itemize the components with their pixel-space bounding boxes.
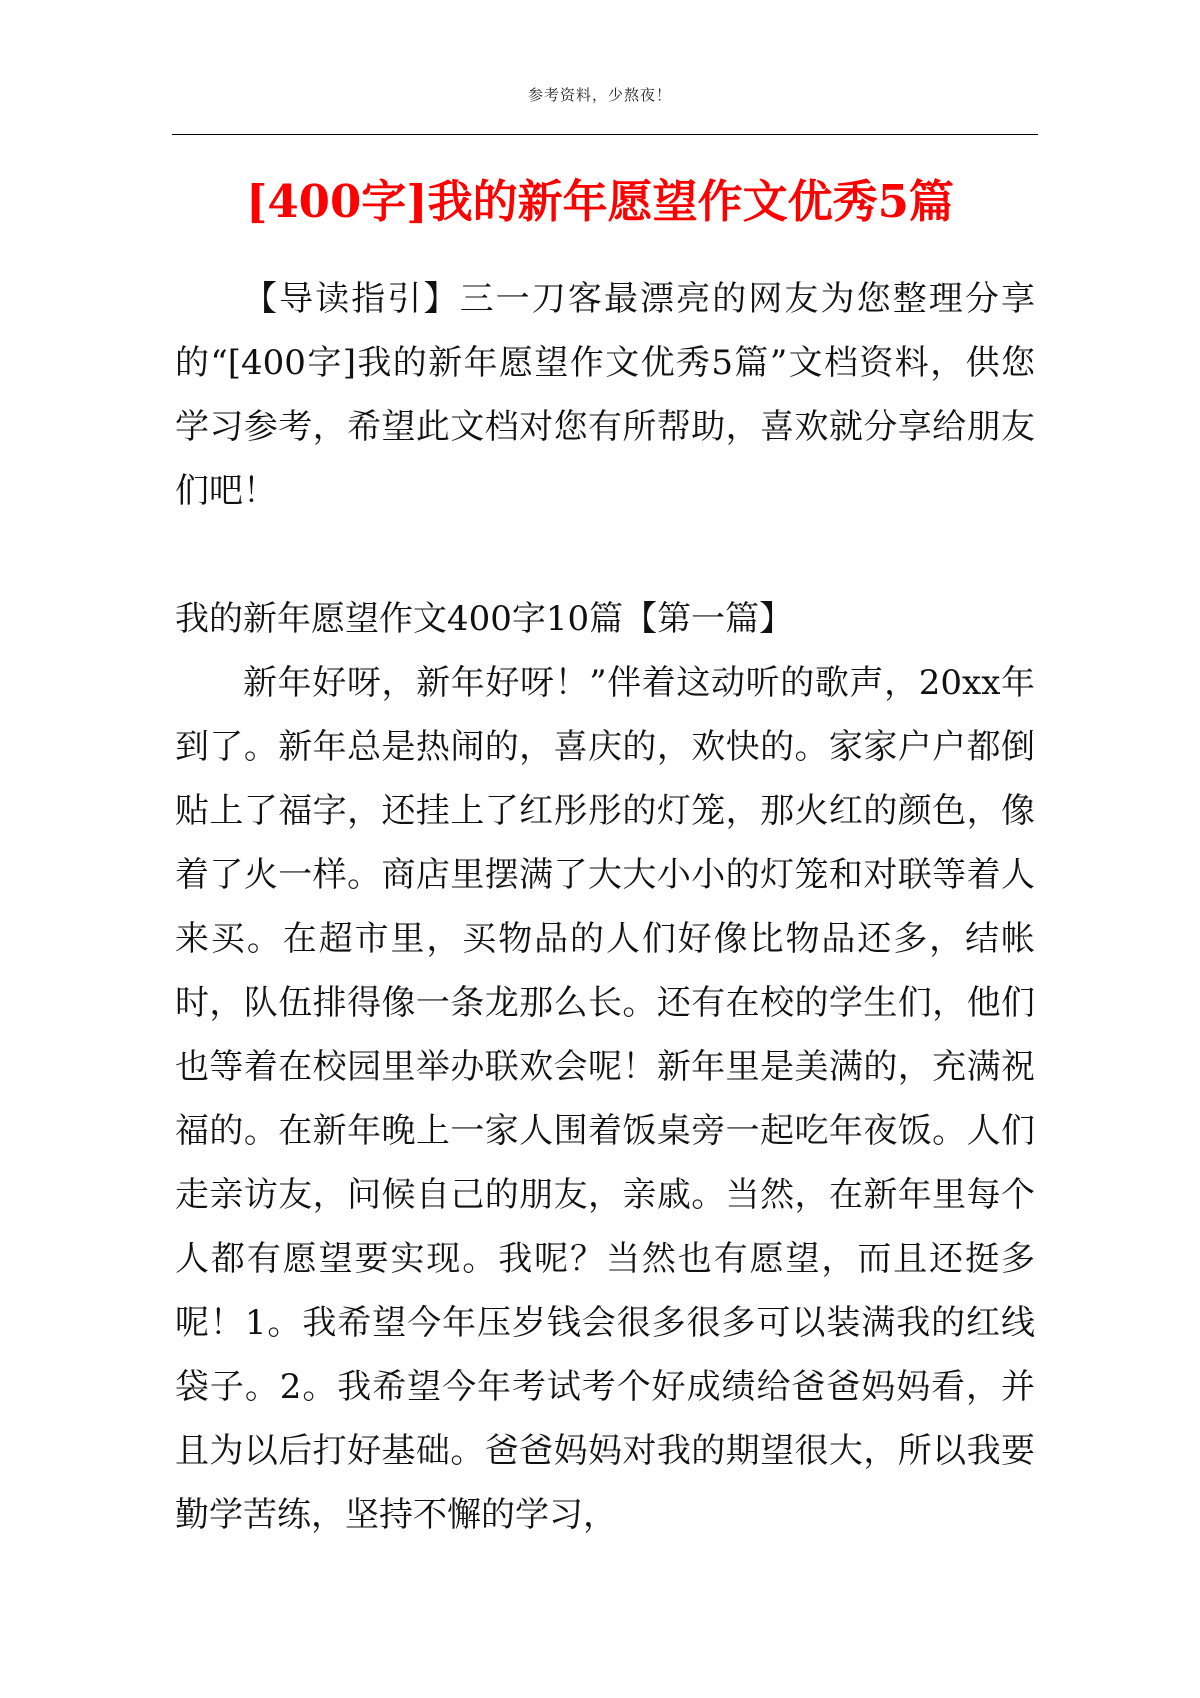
intro-paragraph: 【导读指引】三一刀客最漂亮的网友为您整理分享的“[400字]我的新年愿望作文优秀5篇”文档资料，供您学习参考，希望此文档对您有所帮助，喜欢就分享给朋友们吧！ (175, 279, 1035, 511)
essay-paragraph: 新年好呀，新年好呀！”伴着这动听的歌声，20xx年到了。新年总是热闹的，喜庆的，欢快的。家家户户都倒贴上了福字，还挂上了红彤彤的灯笼，那火红的颜色，像着了火一样。商店里摆满了大大小小的灯笼和对联等着人来买。在超市里，买物品的人们好像比物品还多，结帐时，队伍排得像一条龙那么长。还有在校的学生们，他们也等着在校园里举办联欢会呢！新年里是美满的，充满祝福的。在新年晚上一家人围着饭桌旁一起吃年夜饭。人们走亲访友，问候自己的朋友，亲戚。当然，在新年里每个人都有愿望要实现。我呢？当然也有愿望，而且还挺多呢！1。我希望今年压岁钱会很多很多可以装满我的红线袋子。2。我希望今年考试考个好成绩给爸爸妈妈看，并且为以后打好基础。爸爸妈妈对我的期望很大，所以我要勤学苦练，坚持不懈的学习， (175, 663, 1035, 1535)
paragraph-spacer (175, 523, 1035, 587)
header-divider (172, 134, 1038, 135)
section-heading: 我的新年愿望作文400字10篇【第一篇】 (175, 599, 794, 639)
document-body (175, 267, 1035, 1547)
page-header: 参考资料，少熬夜！ (527, 86, 672, 104)
document-title: [400字]我的新年愿望作文优秀5篇 (246, 175, 954, 229)
